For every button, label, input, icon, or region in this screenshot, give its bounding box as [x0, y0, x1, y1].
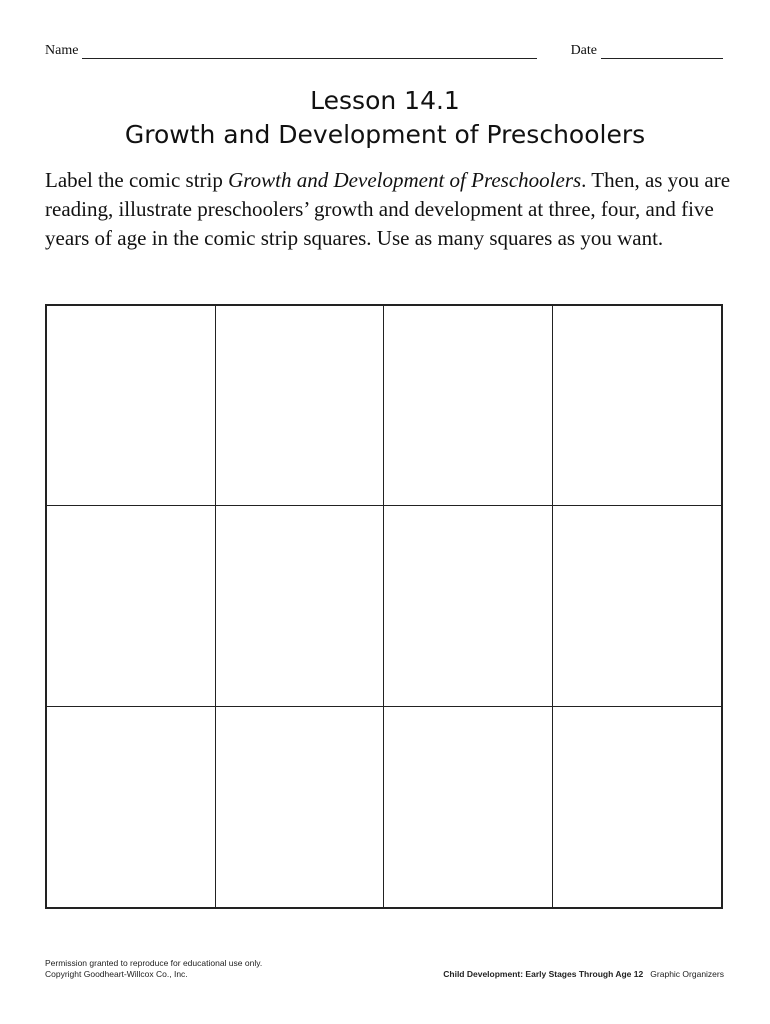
date-input-line[interactable]	[601, 44, 723, 59]
lesson-title: Growth and Development of Preschoolers	[124, 120, 646, 149]
comic-square[interactable]	[384, 707, 553, 907]
comic-strip-grid	[45, 304, 723, 909]
footer-left	[45, 958, 262, 980]
footer-right	[443, 969, 724, 980]
comic-square[interactable]	[553, 306, 722, 506]
name-field	[45, 43, 537, 59]
lesson-number: Lesson 14.1	[310, 86, 460, 115]
section-name: Graphic Organizers	[650, 969, 724, 979]
name-input-line[interactable]	[82, 44, 537, 59]
comic-square[interactable]	[47, 707, 216, 907]
comic-square[interactable]	[384, 306, 553, 506]
page-title	[0, 84, 770, 152]
comic-square[interactable]	[47, 306, 216, 506]
header-row	[45, 43, 723, 63]
comic-square[interactable]	[553, 506, 722, 706]
comic-square[interactable]	[216, 707, 385, 907]
date-label: Date	[570, 43, 597, 58]
comic-square[interactable]	[384, 506, 553, 706]
book-title: Child Development: Early Stages Through Age 12	[443, 969, 644, 979]
name-label: Name	[45, 43, 79, 58]
instructions-text-2: . Then, as you are reading, illustrate preschoolers’ growth and development at three, four, and five years of age in the comic strip squares. Use as many squares as you want.	[45, 168, 731, 250]
instructions-italic-title: Growth and Development of Preschoolers	[228, 168, 582, 192]
comic-square[interactable]	[216, 306, 385, 506]
comic-square[interactable]	[47, 506, 216, 706]
comic-square[interactable]	[553, 707, 722, 907]
instructions	[45, 166, 735, 253]
date-field	[571, 43, 723, 59]
copyright-note: Copyright Goodheart-Willcox Co., Inc.	[45, 969, 188, 979]
permission-note: Permission granted to reproduce for educational use only.	[45, 958, 263, 968]
comic-square[interactable]	[216, 506, 385, 706]
instructions-text-1: Label the comic strip	[45, 168, 229, 192]
